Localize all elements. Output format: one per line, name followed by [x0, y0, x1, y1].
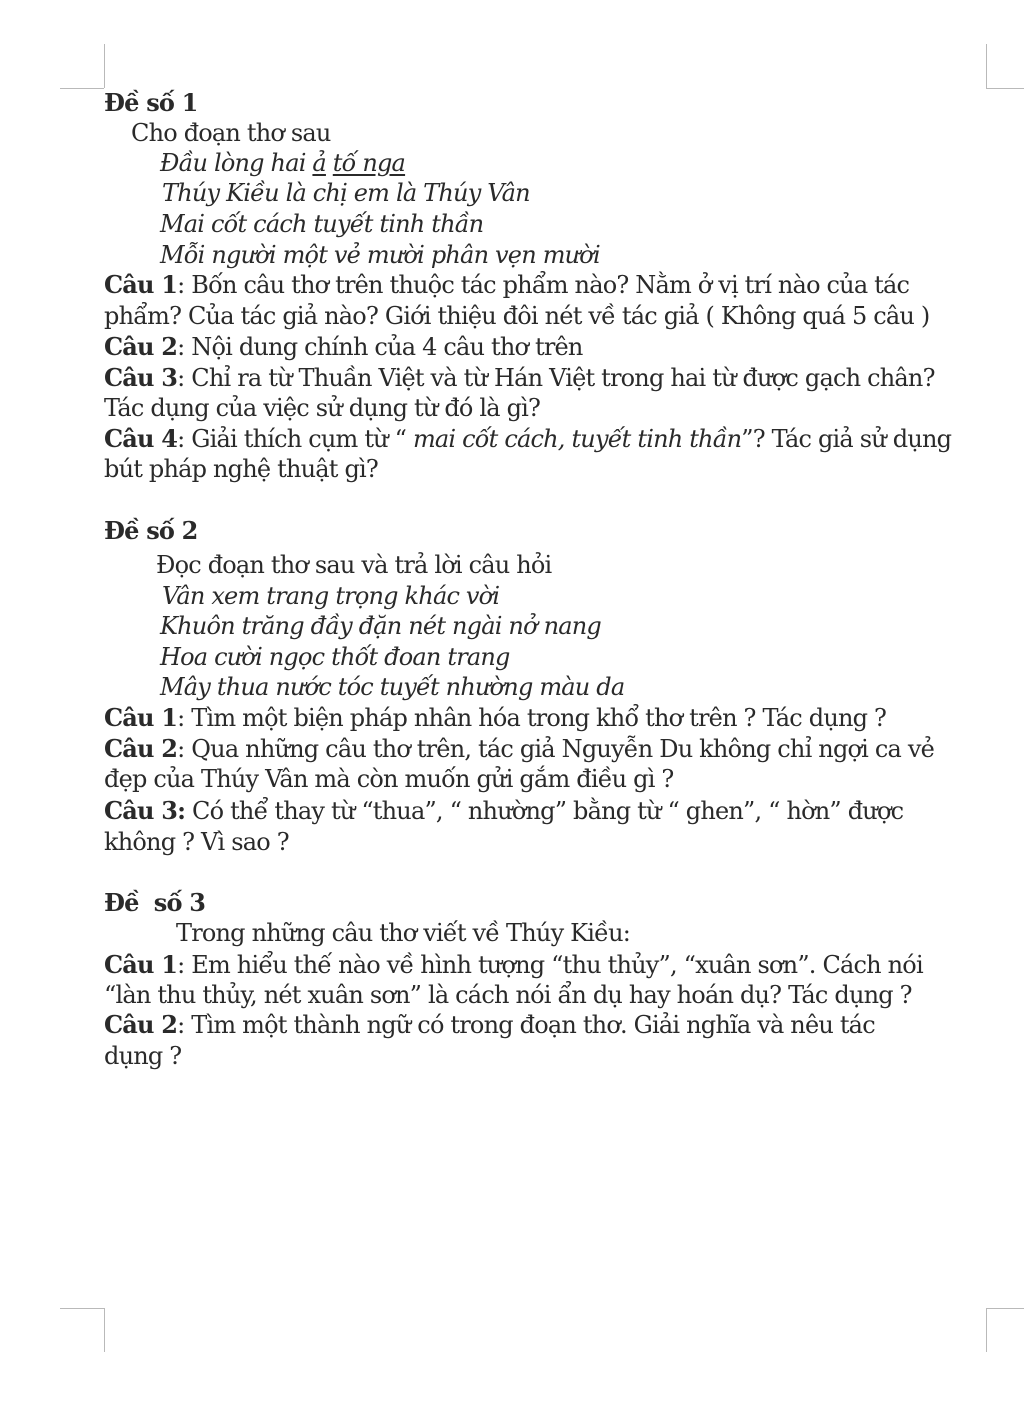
exam1-question-3-cont: Tác dụng của việc sử dụng từ đó là gì?: [104, 394, 541, 422]
crop-mark-bottom-left-vertical: [104, 1308, 105, 1352]
exam1-intro: Cho đoạn thơ sau: [131, 119, 331, 147]
exam3-question-2-cont: dụng ?: [104, 1042, 182, 1070]
exam2-question-2-cont: đẹp của Thúy Vân mà còn muốn gửi gắm điều gì ?: [104, 765, 674, 793]
exam1-question-4-cont: bút pháp nghệ thuật gì?: [104, 455, 378, 483]
crop-mark-bottom-left-horizontal: [60, 1308, 104, 1309]
exam1-poem-line-2: Thúy Kiều là chị em là Thúy Vân: [162, 179, 530, 207]
crop-mark-top-left-vertical: [104, 44, 105, 88]
exam3-intro: Trong những câu thơ viết về Thúy Kiều:: [176, 919, 631, 947]
crop-mark-top-right-vertical: [986, 44, 987, 88]
exam3-question-1-cont: “làn thu thủy, nét xuân sơn” là cách nói ẩn dụ hay hoán dụ? Tác dụng ?: [104, 981, 912, 1009]
exam3-heading: Đề số 3: [104, 888, 206, 917]
exam2-question-2: Câu 2: Qua những câu thơ trên, tác giả Nguyễn Du không chỉ ngợi ca vẻ: [104, 734, 935, 763]
exam2-intro: Đọc đoạn thơ sau và trả lời câu hỏi: [156, 551, 552, 579]
exam1-question-1-cont: phẩm? Của tác giả nào? Giới thiệu đôi nét về tác giả ( Không quá 5 câu ): [104, 302, 930, 330]
exam1-question-1: Câu 1: Bốn câu thơ trên thuộc tác phẩm nào? Nằm ở vị trí nào của tác: [104, 270, 910, 299]
exam1-question-3: Câu 3: Chỉ ra từ Thuần Việt và từ Hán Việt trong hai từ được gạch chân?: [104, 363, 935, 392]
exam2-question-3: Câu 3: Có thể thay từ “thua”, “ nhường” bằng từ “ ghen”, “ hờn” được: [104, 796, 904, 825]
underlined-word-a: ả: [312, 149, 326, 177]
exam1-poem-line-1: Đầu lòng hai ả tố nga: [160, 149, 406, 177]
exam3-question-1: Câu 1: Em hiểu thế nào về hình tượng “thu thủy”, “xuân sơn”. Cách nói: [104, 950, 923, 979]
exam2-poem-line-2: Khuôn trăng đầy đặn nét ngài nở nang: [160, 612, 601, 640]
underlined-word-to-nga: tố nga: [332, 149, 406, 177]
exam2-heading: Đề số 2: [104, 516, 198, 545]
crop-mark-top-right-horizontal: [986, 88, 1024, 89]
crop-mark-bottom-right-vertical: [986, 1308, 987, 1352]
exam2-poem-line-3: Hoa cười ngọc thốt đoan trang: [160, 643, 510, 671]
exam2-question-3-cont: không ? Vì sao ?: [104, 828, 289, 856]
crop-mark-bottom-right-horizontal: [986, 1308, 1024, 1309]
exam2-poem-line-1: Vân xem trang trọng khác vời: [162, 582, 500, 610]
exam1-question-4: Câu 4: Giải thích cụm từ “ mai cốt cách, tuyết tinh thần”? Tác giả sử dụng: [104, 424, 952, 453]
exam1-heading: Đề số 1: [104, 88, 198, 117]
exam2-poem-line-4: Mây thua nước tóc tuyết nhường màu da: [160, 673, 625, 701]
exam3-question-2: Câu 2: Tìm một thành ngữ có trong đoạn thơ. Giải nghĩa và nêu tác: [104, 1010, 875, 1039]
exam1-poem-line-3: Mai cốt cách tuyết tinh thần: [160, 210, 484, 238]
exam1-question-2: Câu 2: Nội dung chính của 4 câu thơ trên: [104, 332, 583, 361]
exam2-question-1: Câu 1: Tìm một biện pháp nhân hóa trong khổ thơ trên ? Tác dụng ?: [104, 703, 887, 732]
crop-mark-top-left-horizontal: [60, 88, 104, 89]
exam1-poem-line-4: Mỗi người một vẻ mười phân vẹn mười: [160, 241, 600, 269]
